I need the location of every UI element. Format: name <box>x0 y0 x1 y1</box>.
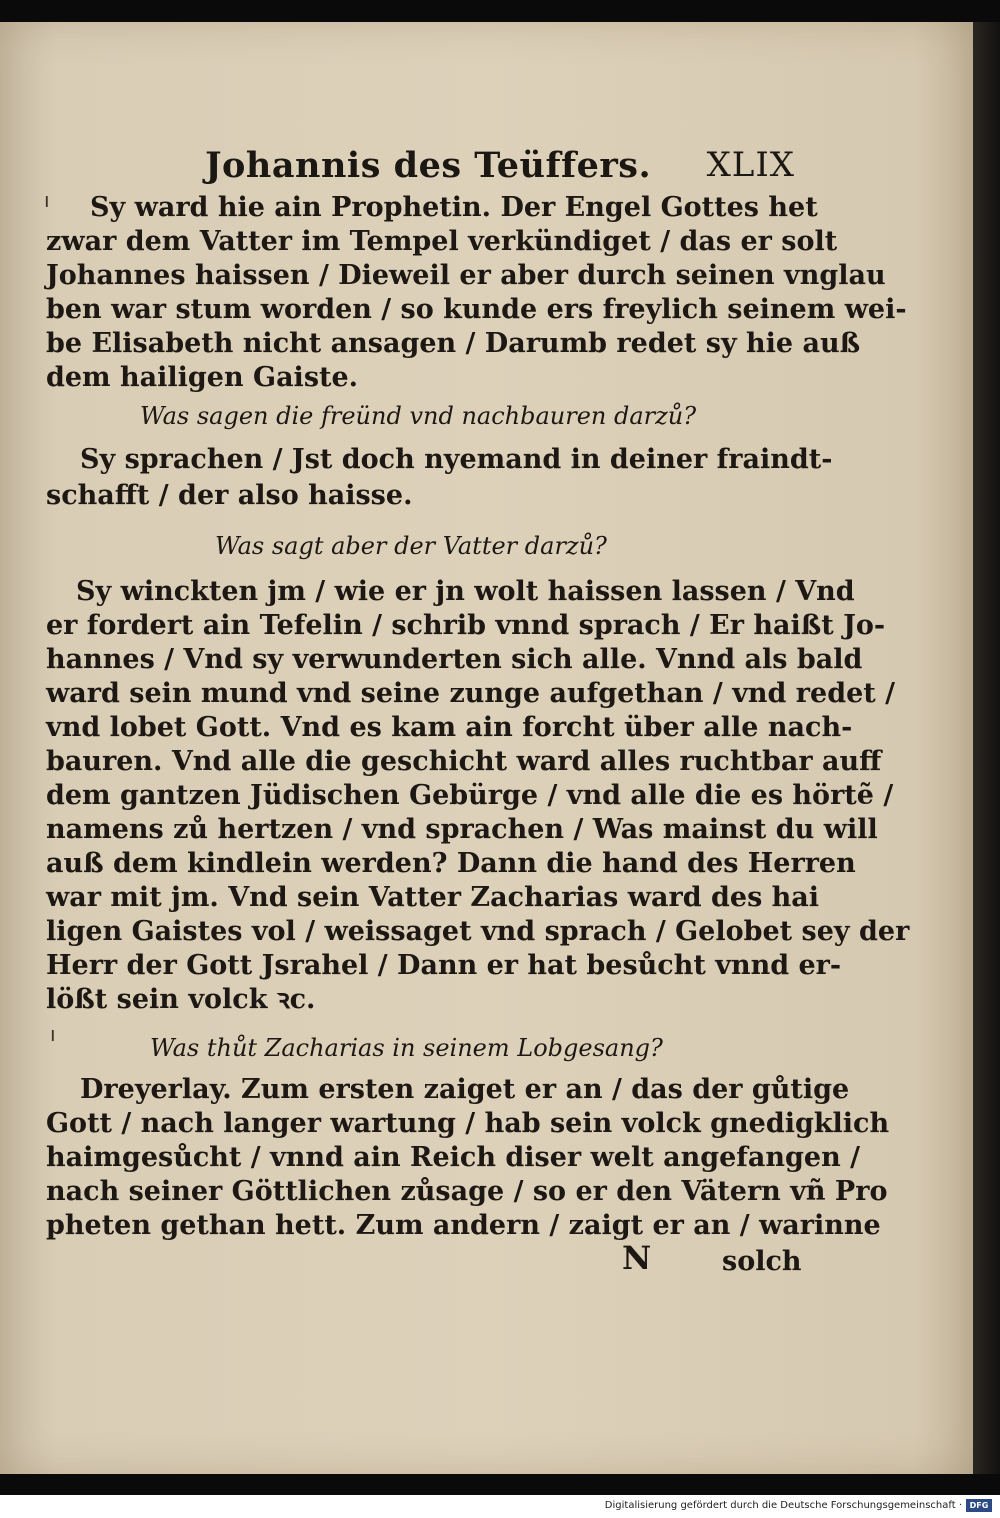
text-line: ligen Gaistes vol / weissaget vnd sprach / Gelobet sey der <box>46 916 910 947</box>
funding-credit: Digitalisierung gefördert durch die Deutsche Forschungsgemeinschaft · <box>604 1500 962 1511</box>
text-line: bauren. Vnd alle die geschicht ward alles ruchtbar auff <box>46 746 882 777</box>
text-line: lößt sein volck ꝛc. <box>46 984 316 1015</box>
text-line: be Elisabeth nicht ansagen / Darumb redet sy hie auß <box>46 328 861 359</box>
question-heading: Was sagen die freünd vnd nachbauren darzů? <box>140 402 697 430</box>
question-heading: Was thůt Zacharias in seinem Lobgesang? <box>150 1034 663 1062</box>
running-head <box>205 145 795 191</box>
text-line: Dreyerlay. Zum ersten zaiget er an / das der gůtige <box>80 1074 850 1105</box>
text-line: ben war stum worden / so kunde ers freylich seinem wei- <box>46 294 907 325</box>
text-line: Sy winckten jm / wie er jn wolt haissen lassen / Vnd <box>76 576 855 607</box>
footer-bar <box>0 1495 1000 1518</box>
dfg-logo: DFG <box>966 1499 992 1512</box>
text-line: ward sein mund vnd seine zunge aufgethan / vnd redet / <box>46 678 895 709</box>
text-line: Gott / nach langer wartung / hab sein volck gnedigklich <box>46 1108 890 1139</box>
text-line: nach seiner Göttlichen zůsage / so er den Vätern vñ Pro <box>46 1176 888 1207</box>
text-line: zwar dem Vatter im Tempel verkündiget / das er solt <box>46 226 838 257</box>
text-line: Sy ward hie ain Prophetin. Der Engel Gottes het <box>90 192 818 223</box>
text-line: haimgesůcht / vnnd ain Reich diser welt angefangen / <box>46 1142 860 1173</box>
text-line: auß dem kindlein werden? Dann die hand des Herren <box>46 848 856 879</box>
text-line: Herr der Gott Jsrahel / Dann er hat besůcht vnnd er- <box>46 950 842 981</box>
text-line: war mit jm. Vnd sein Vatter Zacharias ward des hai <box>46 882 820 913</box>
text-line: er fordert ain Tefelin / schrib vnnd sprach / Er haißt Jo- <box>46 610 886 641</box>
margin-mark: ı <box>44 188 50 212</box>
text-line: namens zů hertzen / vnd sprachen / Was mainst du will <box>46 814 878 845</box>
running-title: Johannis des Teüffers. <box>205 145 652 186</box>
book-page <box>0 22 973 1474</box>
question-heading: Was sagt aber der Vatter darzů? <box>215 532 607 560</box>
text-line: dem hailigen Gaiste. <box>46 362 359 393</box>
signature-mark: N <box>622 1239 652 1277</box>
text-line: pheten gethan hett. Zum andern / zaigt er an / warinne <box>46 1210 881 1241</box>
page-edge-shadow <box>973 22 1000 1474</box>
text-line: dem gantzen Jüdischen Gebürge / vnd alle die es hörtẽ / <box>46 780 894 811</box>
text-line: hannes / Vnd sy verwunderten sich alle. Vnnd als bald <box>46 644 863 675</box>
text-line: Johannes haissen / Dieweil er aber durch seinen vnglau <box>46 260 886 291</box>
text-line: vnd lobet Gott. Vnd es kam ain forcht über alle nach- <box>46 712 853 743</box>
margin-mark: ı <box>50 1022 56 1046</box>
text-line: schafft / der also haisse. <box>46 480 413 511</box>
folio-number: XLIX <box>706 145 795 185</box>
catchword: solch <box>722 1246 802 1277</box>
text-line: Sy sprachen / Jst doch nyemand in deiner fraindt- <box>80 444 833 475</box>
